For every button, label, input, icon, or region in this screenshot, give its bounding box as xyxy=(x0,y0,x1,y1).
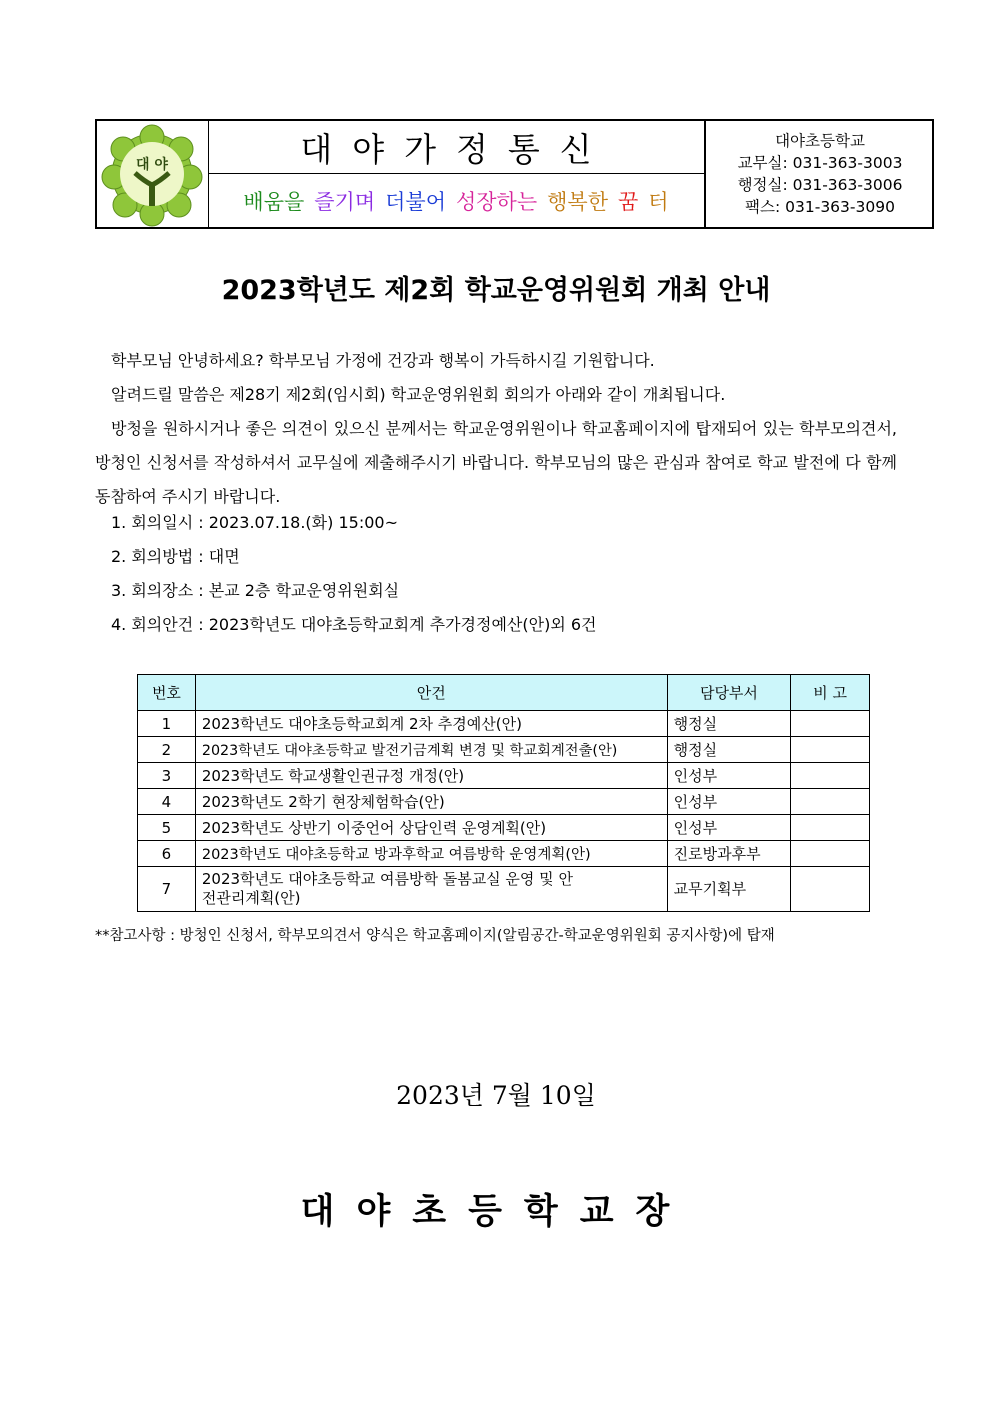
newsletter-title: 대야가정통신 xyxy=(208,121,704,174)
table-row xyxy=(138,763,870,789)
school-logo xyxy=(97,121,209,227)
motto-word: 행복한 xyxy=(547,189,608,214)
header-department: 담당부서 xyxy=(667,675,791,711)
contact-fax: 팩스: 031-363-3090 xyxy=(745,198,895,216)
paragraph-announcement: 알려드릴 말씀은 제28기 제2회(임시회) 학교운영위원회 회의가 아래와 같이 개최됩니다. xyxy=(111,385,726,404)
motto-word: 더불어 xyxy=(385,189,446,214)
cell-department: 행정실 xyxy=(667,737,791,763)
cell-department: 진로방과후부 xyxy=(667,841,791,867)
contact-box xyxy=(704,121,934,227)
newsletter-header xyxy=(95,119,934,229)
table-row xyxy=(138,815,870,841)
cell-department: 인성부 xyxy=(667,763,791,789)
cell-agenda: 2023학년도 대야초등학교 발전기금계획 변경 및 학교회계전출(안) xyxy=(195,737,667,763)
cell-department: 인성부 xyxy=(667,815,791,841)
table-row xyxy=(138,841,870,867)
cell-remarks xyxy=(791,711,870,737)
cell-remarks xyxy=(791,841,870,867)
table-row xyxy=(138,789,870,815)
paragraph-request: 방청을 원하시거나 좋은 의견이 있으신 분께서는 학교운영위원이나 학교홈페이지에 탑재되어 있는 학부모의견서, 방청인 신청서를 작성하셔서 교무실에 제출해주시기 바랍니다. 학부모님의 많은 관심과 참여로 학교 발전에 다 함께 동참하여 주시기 바랍니다. xyxy=(95,419,897,506)
cell-department: 행정실 xyxy=(667,711,791,737)
header-number: 번호 xyxy=(138,675,196,711)
principal-signature: 대야초등학교장 xyxy=(300,1192,692,1232)
detail-datetime: 1. 회의일시 : 2023.07.18.(화) 15:00~ xyxy=(111,513,398,532)
cell-remarks xyxy=(791,815,870,841)
table-row xyxy=(138,867,870,912)
cell-agenda: 2023학년도 대야초등학교 여름방학 돌봄교실 운영 및 안전관리계획(안) xyxy=(195,867,667,912)
issue-date: 2023년 7월 10일 xyxy=(396,1081,596,1110)
contact-office: 교무실: 031-363-3003 xyxy=(737,154,903,172)
cell-agenda: 2023학년도 대야초등학교 방과후학교 여름방학 운영계획(안) xyxy=(195,841,667,867)
meeting-details xyxy=(111,506,597,642)
table-header-row xyxy=(138,675,870,711)
table-row xyxy=(138,711,870,737)
header-remarks: 비 고 xyxy=(791,675,870,711)
cell-remarks xyxy=(791,789,870,815)
cell-agenda: 2023학년도 상반기 이중언어 상담인력 운영계획(안) xyxy=(195,815,667,841)
cell-number: 1 xyxy=(138,711,196,737)
paragraph-greeting: 학부모님 안녕하세요? 학부모님 가정에 건강과 행복이 가득하시길 기원합니다. xyxy=(111,351,655,370)
cell-number: 4 xyxy=(138,789,196,815)
cell-number: 7 xyxy=(138,867,196,912)
school-name: 대야초등학교 xyxy=(775,132,865,150)
motto-word: 배움을 xyxy=(243,189,305,214)
motto-word: 성장하는 xyxy=(455,189,538,214)
reference-note: **참고사항 : 방청인 신청서, 학부모의견서 양식은 학교홈페이지(알림공간-학교운영위원회 공지사항)에 탑재 xyxy=(95,928,775,944)
cell-number: 6 xyxy=(138,841,196,867)
cell-department: 교무기획부 xyxy=(667,867,791,912)
school-motto xyxy=(208,174,704,227)
agenda-table xyxy=(137,674,870,912)
cell-number: 5 xyxy=(138,815,196,841)
cell-agenda: 2023학년도 학교생활인권규정 개정(안) xyxy=(195,763,667,789)
cell-remarks xyxy=(791,737,870,763)
cell-number: 3 xyxy=(138,763,196,789)
table-row xyxy=(138,737,870,763)
cell-remarks xyxy=(791,763,870,789)
motto-word: 꿈 xyxy=(618,189,639,214)
motto-word: 즐기며 xyxy=(314,189,376,214)
detail-location: 3. 회의장소 : 본교 2층 학교운영위원회실 xyxy=(111,581,400,600)
cell-department: 인성부 xyxy=(667,789,791,815)
header-agenda: 안건 xyxy=(195,675,667,711)
cell-number: 2 xyxy=(138,737,196,763)
document-title: 2023학년도 제2회 학교운영위원회 개최 안내 xyxy=(221,275,771,306)
cell-agenda: 2023학년도 대야초등학교회계 2차 추경예산(안) xyxy=(195,711,667,737)
cell-remarks xyxy=(791,867,870,912)
contact-admin: 행정실: 031-363-3006 xyxy=(737,176,903,194)
motto-word: 터 xyxy=(648,189,669,214)
detail-agenda: 4. 회의안건 : 2023학년도 대야초등학교회계 추가경정예산(안)외 6건 xyxy=(111,615,597,634)
detail-method: 2. 회의방법 : 대면 xyxy=(111,547,240,566)
svg-text:대 야: 대 야 xyxy=(136,157,168,173)
cell-agenda: 2023학년도 2학기 현장체험학습(안) xyxy=(195,789,667,815)
